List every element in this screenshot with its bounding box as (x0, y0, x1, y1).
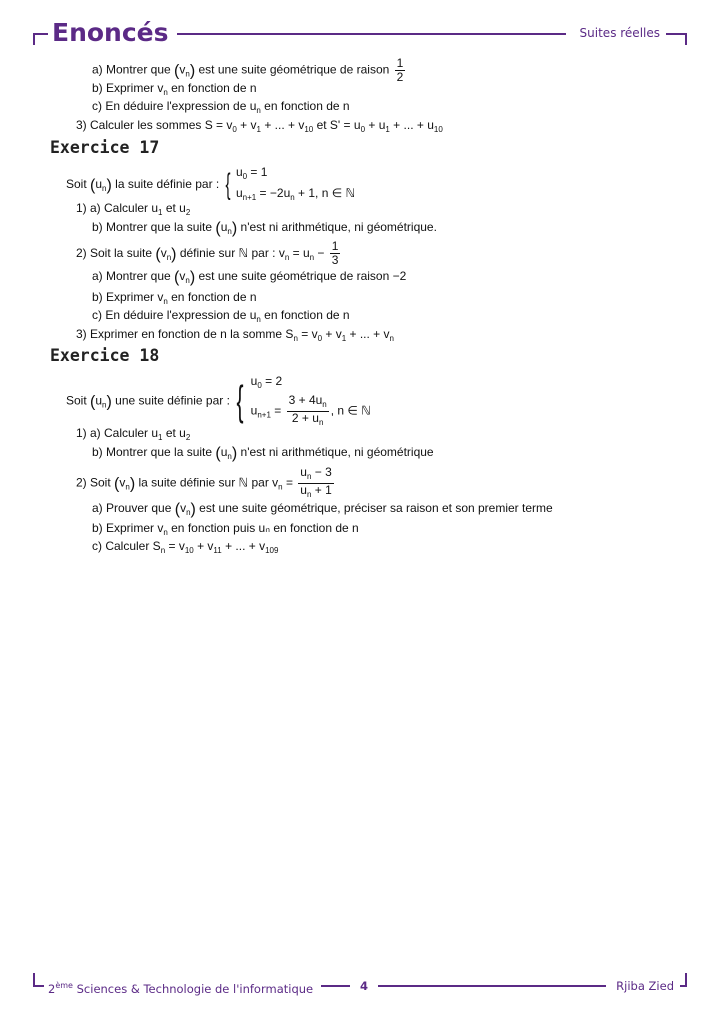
exercise-title: Exercice 17 (50, 138, 160, 157)
question-2a: a) Prouver que $(v_n)$ est une suite géométrique, préciser sa raison et son premier terme (92, 501, 553, 518)
question-2: 2) Soit la suite $(v_n)$ définie sur ℕ par : $v_n = u_n$ − $\frac{1}{3}$ (76, 239, 339, 268)
page-title: Enoncés (48, 16, 177, 50)
chapter-title: Suites réelles (566, 24, 666, 42)
page-number: 4 (350, 976, 378, 996)
question-3: 3) Calculer les sommes $S = v_0 + v_1$ + ... + $v_{10}$ et $S' = u_0 + u_1$ + ... + $u_{10}$ (76, 118, 443, 134)
frame-corner (33, 973, 35, 987)
question-1a: 1) a) Calculer $u_1$ et $u_2$ (76, 201, 191, 217)
question-2b: b) Exprimer $v_n$ en fonction de n (92, 290, 257, 306)
question-2b: b) Exprimer $v_n$ en fonction puis uₙ en fonction de n (92, 521, 359, 537)
question-2a: a) Montrer que $(v_n)$ est une suite géométrique de raison −2 (92, 269, 407, 286)
question-b: b) Exprimer $v_n$ en fonction de n (92, 81, 257, 97)
question-c: c) En déduire l'expression de $u_n$ en fonction de n (92, 99, 350, 115)
question-1a: 1) a) Calculer $u_1$ et $u_2$ (76, 426, 191, 442)
question-a: a) Montrer que $(v_n)$ est une suite géométrique de raison $\frac{1}{2}$ (92, 56, 404, 84)
exercise-intro: Soit $(u_n)$ une suite définie par : { $u_0 = 2$ $u_{n+1}$ = $\frac{3 + 4u_n}{2 + u_n}$ , n ∈ ℕ (66, 374, 371, 427)
footer-author: Rjiba Zied (606, 976, 680, 996)
question-1b: b) Montrer que la suite $(u_n)$ n'est ni arithmétique, ni géométrique. (92, 220, 437, 237)
question-2: 2) Soit $(v_n)$ la suite définie sur ℕ par $v_n$ = $\frac{u_n - 3}{u_n + 1}$ (76, 465, 332, 499)
question-2c: c) Calculer $S_n = v_{10} + v_{11}$ + ... + $v_{109}$ (92, 539, 279, 555)
frame-corner (33, 33, 35, 45)
question-3: 3) Exprimer en fonction de n la somme $S_n = v_0 + v_1$ + ... + $v_n$ (76, 327, 394, 343)
question-2c: c) En déduire l'expression de $u_n$ en fonction de n (92, 308, 350, 324)
frame-corner (685, 973, 687, 987)
exercise-title: Exercice 18 (50, 346, 160, 365)
exercise-intro: Soit $(u_n)$ la suite définie par : { $u_0 = 1$ $u_{n+1} = -2u_n + 1$, n ∈ ℕ (66, 165, 356, 202)
frame-corner (685, 33, 687, 45)
footer-level: 2ème Sciences & Technologie de l'informatique (44, 976, 321, 999)
question-1b: b) Montrer que la suite $(u_n)$ n'est ni arithmétique, ni géométrique (92, 445, 434, 462)
